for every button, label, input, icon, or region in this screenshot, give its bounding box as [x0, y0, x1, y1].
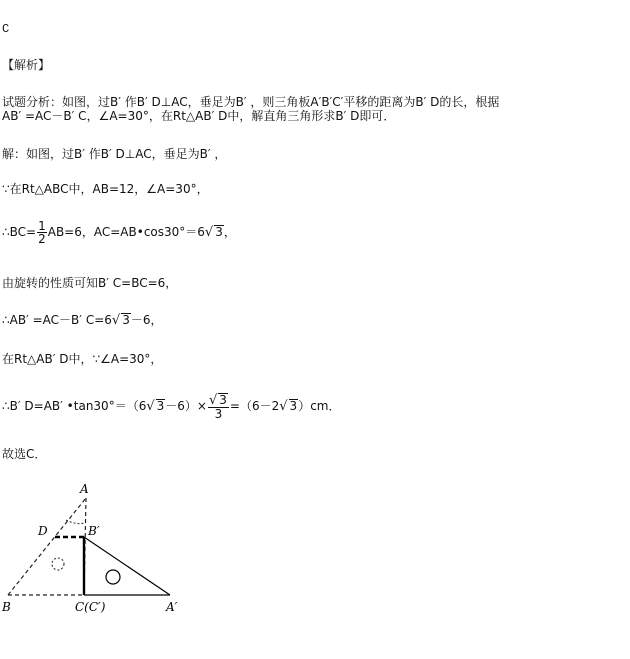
sqrt-argument: 3: [289, 399, 298, 413]
radical-icon: √: [204, 225, 214, 240]
sqrt-argument: 3: [122, 313, 130, 327]
fraction-denominator: 2: [38, 232, 46, 246]
analysis-line-1: 试题分析：如图，过B′ 作B′ D⊥AC，垂足为B′ ，则三角板A′B′C′平移的距离为B′ D的长，根据: [2, 95, 500, 109]
fraction-half: [37, 220, 47, 245]
radical-icon: √: [279, 399, 288, 414]
step-4-prefix: ∴AB′ =AC－B′ C=6: [2, 313, 112, 327]
step-5: 在Rt△AB′ D中，∵∠A=30°，: [2, 352, 163, 366]
fraction-numerator: [208, 393, 229, 408]
step-6: [2, 393, 340, 420]
step-2-mid: AB=6，AC=AB•cos30°＝6: [47, 225, 205, 239]
triangle-figure: [0, 478, 200, 618]
fraction-sqrt3-over-3: [208, 393, 229, 420]
edge-B-prime-A-prime: [84, 537, 170, 595]
edge-AB-dashed: [8, 498, 86, 595]
dashed-circle: [52, 558, 64, 570]
sqrt-argument: 3: [156, 399, 165, 413]
radical-icon: √: [111, 313, 121, 328]
label-B: B: [2, 600, 11, 614]
sqrt-argument: 3: [219, 393, 227, 407]
step-2-suffix: ，: [223, 225, 236, 239]
step-6-mid-2: =（6－2: [229, 399, 280, 413]
conclusion: 故选C．: [2, 447, 47, 461]
sqrt-argument: 3: [215, 225, 223, 239]
radical-icon: √: [208, 393, 218, 408]
radical-icon: √: [146, 399, 155, 414]
label-C: C(C′): [75, 600, 106, 614]
angle-arc-A: [66, 520, 85, 524]
solution-intro: 解：如图，过B′ 作B′ D⊥AC，垂足为B′ ，: [2, 147, 227, 161]
fraction-denominator: 3: [214, 407, 223, 421]
step-6-prefix: ∴B′ D=AB′ •tan30°＝（6: [2, 399, 147, 413]
step-4: [2, 313, 162, 328]
step-4-suffix: －6，: [130, 313, 163, 327]
label-D: D: [38, 524, 48, 538]
label-A-prime: A′: [166, 600, 178, 614]
step-2-prefix: ∴BC=: [2, 225, 37, 239]
step-1: ∵在Rt△ABC中，AB=12，∠A=30°，: [2, 182, 209, 196]
fraction-numerator: 1: [38, 219, 46, 233]
step-6-mid-1: －6）×: [165, 399, 207, 413]
solid-circle: [106, 570, 120, 584]
label-B-prime: B′: [88, 524, 100, 538]
label-A: A: [80, 482, 89, 496]
step-6-suffix: ）cm．: [298, 399, 341, 413]
analysis-line-2: AB′ =AC－B′ C，∠A=30°，在Rt△AB′ D中，解直角三角形求B′ D即可．: [2, 109, 396, 123]
analysis-heading: 【解析】: [2, 58, 51, 72]
step-3: 由旋转的性质可知B′ C=BC=6，: [2, 276, 178, 290]
step-2: [2, 220, 236, 245]
answer-text: C: [2, 22, 10, 36]
